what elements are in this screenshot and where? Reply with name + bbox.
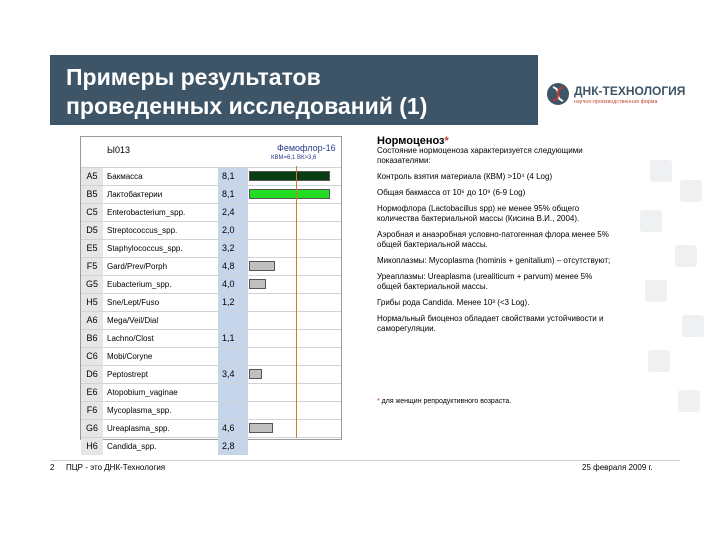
slide-title: [66, 63, 427, 121]
norm-p3: Нормофлора (Lactobacillus spp) не менее 95% общего количества бактериальной массы (Кисина В.И., 2004).: [377, 204, 580, 223]
panel-header: [81, 137, 341, 167]
table-row: [81, 293, 341, 311]
row-name: Peptostrept: [107, 370, 148, 379]
row-code: C5: [81, 204, 103, 221]
sample-id: Ы013: [107, 145, 130, 155]
table-row: [81, 383, 341, 401]
row-bar: [249, 261, 275, 271]
norm-intro: Состояние нормоценоза характеризуется следующими показателями:: [377, 146, 583, 165]
row-name: Eubacterium_spp.: [107, 280, 172, 289]
row-name: Mycoplasma_spp.: [107, 406, 172, 415]
row-value: 3,4: [218, 366, 248, 383]
row-bar: [249, 279, 266, 289]
row-name: Mobi/Coryne: [107, 352, 153, 361]
footnote: * для женщин репродуктивного возраста.: [377, 398, 512, 405]
row-name: Enterobacterium_spp.: [107, 208, 186, 217]
footer-divider: [50, 460, 680, 461]
row-code: F6: [81, 402, 103, 419]
row-value: 4,8: [218, 258, 248, 275]
row-value: 3,2: [218, 240, 248, 257]
row-name: Mega/Veil/Dial: [107, 316, 159, 325]
footer-center: ПЦР - это ДНК-Технология: [66, 463, 166, 472]
row-value: 2,0: [218, 222, 248, 239]
decorative-squares: [620, 150, 720, 450]
row-value: 4,0: [218, 276, 248, 293]
norm-description: [377, 136, 617, 334]
norm-p7: Грибы рода Candida. Менее 10³ (<3 Log).: [377, 298, 530, 307]
norm-p8: Нормальный биоценоз обладает свойствами устойчивости и саморегуляции.: [377, 314, 604, 333]
norm-p6: Уреаплазмы: Ureaplasma (urealiticum + parvum) менее 5% общей бактериальной массы.: [377, 272, 593, 291]
row-name: Бакмасса: [107, 172, 143, 181]
row-code: D6: [81, 366, 103, 383]
row-bar-cell: [249, 330, 341, 347]
row-bar: [249, 189, 330, 199]
norm-p5: Микоплазмы: Mycoplasma (hominis + genitalium) – отсутствуют;: [377, 256, 611, 265]
row-bar-cell: [249, 276, 341, 293]
row-bar-cell: [249, 186, 341, 203]
table-row: [81, 437, 341, 455]
row-name: Sne/Lept/Fuso: [107, 298, 160, 307]
row-code: D5: [81, 222, 103, 239]
row-bar-cell: [249, 366, 341, 383]
row-value: [218, 402, 248, 419]
row-value: 8,1: [218, 168, 248, 185]
row-bar-cell: [249, 384, 341, 401]
test-name: Фемофлор-16: [277, 143, 336, 153]
table-row: [81, 221, 341, 239]
logo-name: ДНК-ТЕХНОЛОГИЯ: [574, 84, 686, 98]
company-logo: [546, 80, 686, 110]
row-value: 1,1: [218, 330, 248, 347]
row-code: E6: [81, 384, 103, 401]
row-code: A6: [81, 312, 103, 329]
row-name: Лактобактерии: [107, 190, 163, 199]
norm-p4: Аэробная и анаэробная условно-патогенная флора менее 5% общей бактериальной массы.: [377, 230, 609, 249]
logo-subtitle: научно-производственная фирма: [574, 99, 658, 105]
table-row: [81, 185, 341, 203]
row-name: Atopobium_vaginae: [107, 388, 178, 397]
row-name: Lachno/Clost: [107, 334, 154, 343]
row-code: H6: [81, 438, 103, 455]
row-name: Streptococcus_spp.: [107, 226, 178, 235]
table-row: [81, 203, 341, 221]
table-row: [81, 419, 341, 437]
table-row: [81, 257, 341, 275]
title-line-2: проведенных исследований (1): [66, 93, 428, 119]
row-bar-cell: [249, 420, 341, 437]
row-code: C6: [81, 348, 103, 365]
row-name: Gard/Prev/Porph: [107, 262, 168, 271]
table-row: [81, 347, 341, 365]
row-code: B5: [81, 186, 103, 203]
row-code: B6: [81, 330, 103, 347]
row-bar: [249, 423, 273, 433]
row-value: 2,8: [218, 438, 248, 455]
results-rows: [81, 167, 341, 455]
row-name: Ureaplasma_spp.: [107, 424, 170, 433]
row-bar-cell: [249, 312, 341, 329]
norm-heading: Нормоценоз*: [377, 135, 449, 147]
row-bar: [249, 369, 262, 379]
table-row: [81, 401, 341, 419]
row-value: 4,6: [218, 420, 248, 437]
row-bar: [249, 171, 330, 181]
row-bar-cell: [249, 222, 341, 239]
row-bar-cell: [249, 168, 341, 185]
row-bar-cell: [249, 402, 341, 419]
row-code: A5: [81, 168, 103, 185]
kbm-label: КВМ=6,1 ВК>3,6: [271, 155, 317, 161]
row-bar-cell: [249, 240, 341, 257]
row-bar-cell: [249, 204, 341, 221]
row-value: [218, 348, 248, 365]
results-panel: [80, 136, 342, 451]
reference-line: [296, 166, 297, 438]
table-row: [81, 275, 341, 293]
dna-logo-icon: [546, 82, 570, 106]
row-bar-cell: [249, 258, 341, 275]
page-number: 2: [50, 463, 55, 472]
row-value: [218, 384, 248, 401]
row-value: 1,2: [218, 294, 248, 311]
row-code: E5: [81, 240, 103, 257]
row-value: 2,4: [218, 204, 248, 221]
title-line-1: Примеры результатов: [66, 64, 321, 90]
table-row: [81, 311, 341, 329]
norm-p2: Общая бакмасса от 10⁶ до 10⁹ (6-9 Log): [377, 188, 526, 197]
norm-p1: Контроль взятия материала (КВМ) >10⁴ (4 Log): [377, 172, 553, 181]
row-bar-cell: [249, 438, 341, 455]
row-value: [218, 312, 248, 329]
row-code: H5: [81, 294, 103, 311]
row-name: Candida_spp.: [107, 442, 157, 451]
row-value: 8,1: [218, 186, 248, 203]
row-code: G5: [81, 276, 103, 293]
table-row: [81, 239, 341, 257]
row-code: G6: [81, 420, 103, 437]
footer-date: 25 февраля 2009 г.: [582, 463, 653, 472]
table-row: [81, 365, 341, 383]
row-bar-cell: [249, 294, 341, 311]
table-row: [81, 167, 341, 185]
row-bar-cell: [249, 348, 341, 365]
row-code: F5: [81, 258, 103, 275]
row-name: Staphylococcus_spp.: [107, 244, 183, 253]
table-row: [81, 329, 341, 347]
